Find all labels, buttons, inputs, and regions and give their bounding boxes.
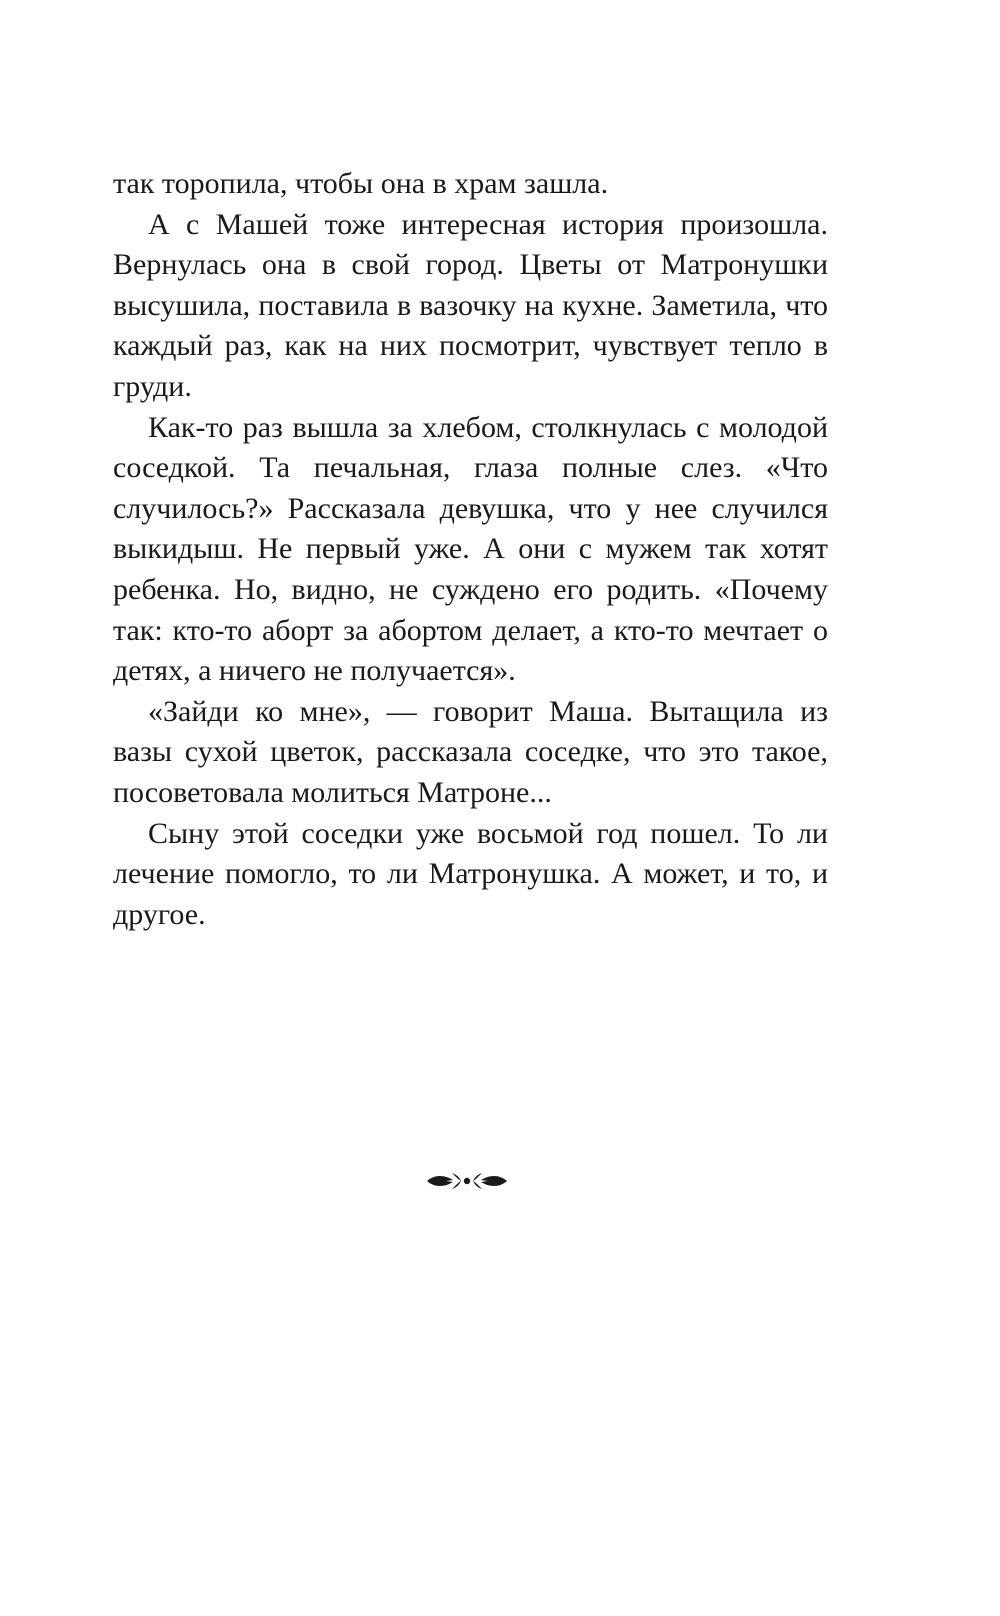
paragraph-neighbor: Как-то раз вышла за хлебом, столкнулась с молодой соседкой. Та печальная, глаза полные слез. «Что случилось?» Рассказала девушка, что у нее случился выкидыш. Не первый уже. А они с мужем так хотят ребенка. Но, видно, не суждено его родить. «Почему так: кто-то аборт за абортом делает, а кто-то мечтает о детях, а ничего не получается». — [113, 410, 828, 688]
paragraph-son: Сыну этой соседки уже восьмой год пошел. То ли лечение помогло, то ли Матронушка. А может, и то, и другое. — [113, 816, 828, 931]
body-text — [113, 164, 828, 935]
fleuron-divider-icon — [425, 1168, 509, 1194]
paragraph-masha-story: А с Машей тоже интересная история произошла. Вернулась она в свой город. Цветы от Матронушки высушила, поставила в вазочку на кухне. Заметила, что каждый раз, как на них посмотрит, чувствует тепло в груди. — [113, 207, 828, 403]
paragraph-come-in: «Зайди ко мне», — говорит Маша. Вытащила из вазы сухой цветок, рассказала соседке, что это такое, посоветовала молиться Матроне... — [113, 694, 828, 809]
paragraph-continuation: так торопила, чтобы она в храм зашла. — [113, 167, 609, 200]
